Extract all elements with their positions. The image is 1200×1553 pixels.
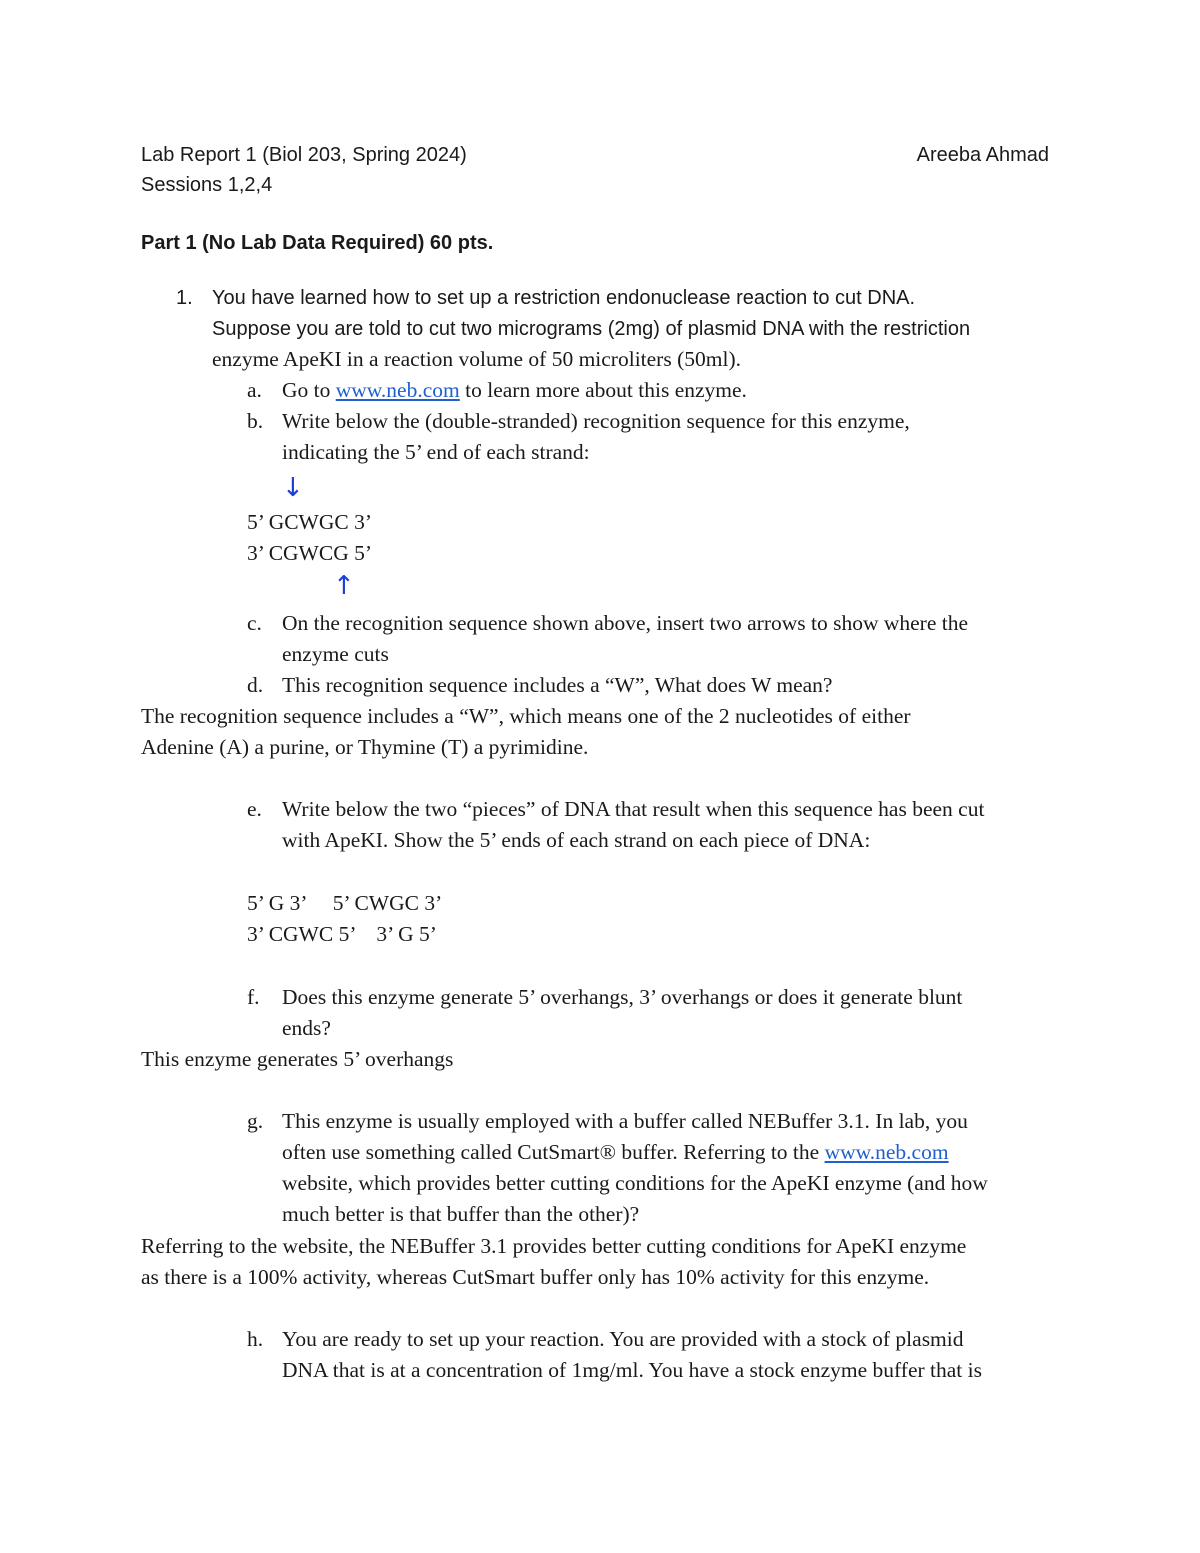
author-name: Areeba Ahmad — [916, 144, 1049, 166]
q1d-marker: d. — [247, 673, 264, 697]
q1f-marker: f. — [247, 985, 260, 1009]
q1h-line2: DNA that is at a concentration of 1mg/ml. You have a stock enzyme buffer that is — [282, 1358, 982, 1382]
q1g-line4: much better is that buffer than the other)? — [282, 1202, 640, 1226]
q1a-text — [282, 377, 747, 403]
q1f-answer: This enzyme generates 5’ overhangs — [141, 1047, 454, 1071]
q1g-line1: This enzyme is usually employed with a buffer called NEBuffer 3.1. In lab, you — [282, 1109, 968, 1133]
sessions-label: Sessions 1,2,4 — [141, 174, 273, 196]
q1d-answer-line1: The recognition sequence includes a “W”, which means one of the 2 nucleotides of either — [141, 704, 911, 728]
q1a-post: to learn more about this enzyme. — [459, 378, 747, 402]
q1b-marker: b. — [247, 409, 264, 433]
q1-number: 1. — [176, 287, 193, 309]
q1b-line1: Write below the (double-stranded) recognition sequence for this enzyme, — [282, 409, 910, 433]
sequence-top-strand: 5’ GCWGC 3’ — [247, 510, 373, 534]
q1f-line1: Does this enzyme generate 5’ overhangs, 3’ overhangs or does it generate blunt — [282, 985, 963, 1009]
cut-arrow-down-icon: ↓ — [282, 473, 304, 503]
q1a-pre: Go to — [282, 378, 336, 402]
q1c-line1: On the recognition sequence shown above, insert two arrows to show where the — [282, 611, 969, 635]
q1e-line2: with ApeKI. Show the 5’ ends of each strand on each piece of DNA: — [282, 828, 871, 852]
cut-arrow-up-icon: ↑ — [333, 571, 355, 601]
neb-link[interactable]: www.neb.com — [335, 378, 460, 402]
q1-text-line2: Suppose you are told to cut two micrograms (2mg) of plasmid DNA with the restriction — [212, 318, 971, 340]
q1-text-line1: You have learned how to set up a restriction endonuclease reaction to cut DNA. — [212, 287, 916, 309]
q1g-marker: g. — [247, 1109, 264, 1133]
q1g-line2 — [282, 1139, 949, 1165]
q1a-marker: a. — [247, 378, 262, 402]
q1h-marker: h. — [247, 1327, 264, 1351]
q1f-line2: ends? — [282, 1016, 331, 1040]
report-title: Lab Report 1 (Biol 203, Spring 2024) — [141, 144, 467, 166]
dna-pieces-row1: 5’ G 3’ 5’ CWGC 3’ — [247, 891, 443, 915]
neb-link-2[interactable]: www.neb.com — [824, 1140, 949, 1164]
q1g-line2-text: often use something called CutSmart® buffer. Referring to the — [282, 1140, 825, 1164]
q1e-line1: Write below the two “pieces” of DNA that result when this sequence has been cut — [282, 797, 985, 821]
sequence-bottom-strand: 3’ CGWCG 5’ — [247, 541, 373, 565]
q1g-line3: website, which provides better cutting conditions for the ApeKI enzyme (and how — [282, 1171, 988, 1195]
dna-pieces-row2: 3’ CGWC 5’ 3’ G 5’ — [247, 922, 437, 946]
q1b-line2: indicating the 5’ end of each strand: — [282, 440, 590, 464]
q1h-line1: You are ready to set up your reaction. You are provided with a stock of plasmid — [282, 1327, 964, 1351]
q1e-marker: e. — [247, 797, 262, 821]
q1-text-line3: enzyme ApeKI in a reaction volume of 50 microliters (50ml). — [212, 347, 741, 371]
q1d-question: This recognition sequence includes a “W”, What does W mean? — [282, 673, 833, 697]
q1c-marker: c. — [247, 611, 262, 635]
part1-heading: Part 1 (No Lab Data Required) 60 pts. — [141, 232, 494, 254]
q1g-answer-line1: Referring to the website, the NEBuffer 3.1 provides better cutting conditions for ApeKI enzyme — [141, 1234, 967, 1258]
q1g-answer-line2: as there is a 100% activity, whereas CutSmart buffer only has 10% activity for this enzyme. — [141, 1265, 930, 1289]
q1c-line2: enzyme cuts — [282, 642, 389, 666]
q1d-answer-line2: Adenine (A) a purine, or Thymine (T) a pyrimidine. — [141, 735, 589, 759]
